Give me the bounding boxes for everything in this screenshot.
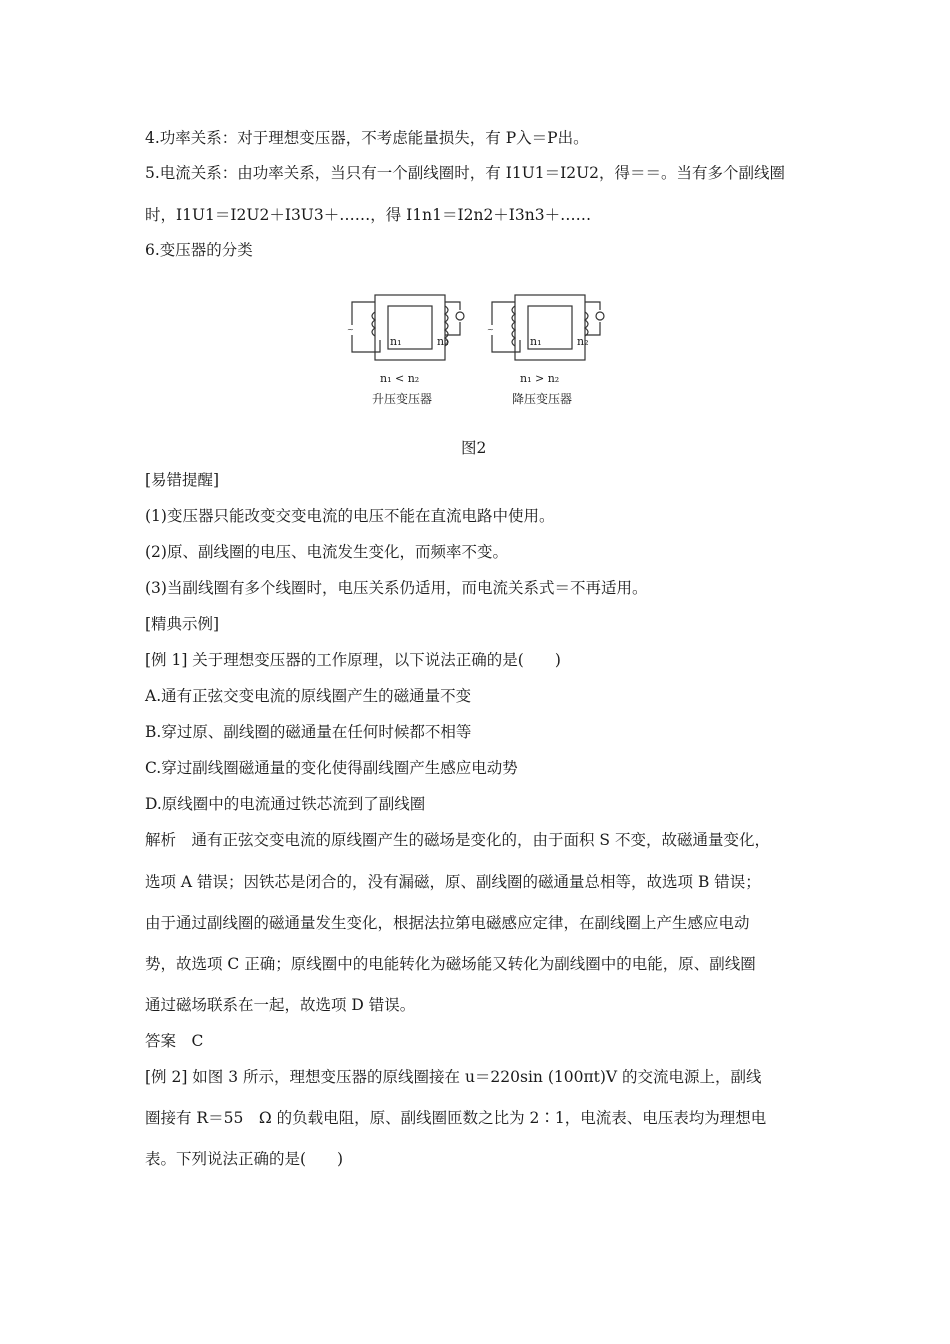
- text-line: [例 2] 如图 3 所示，理想变压器的原线圈接在 u＝220sin (100πt)V 的交流电源上，副线: [145, 1068, 762, 1086]
- text-line: 5.电流关系：由功率关系，当只有一个副线圈时，有 I1U1＝I2U2，得＝＝。当有多个副线圈: [145, 164, 786, 182]
- text-line: 解析 通有正弦交变电流的原线圈产生的磁场是变化的，由于面积 S 不变，故磁通量变化，: [145, 831, 770, 849]
- text-line: 4.功率关系：对于理想变压器，不考虑能量损失，有 P入＝P出。: [145, 129, 589, 147]
- right-name: 降压变压器: [512, 392, 573, 406]
- text-line: C.穿过副线圈磁通量的变化使得副线圈产生感应电动势: [145, 759, 518, 777]
- right-relation: n₁ > n₂: [520, 372, 560, 385]
- text-line: 由于通过副线圈的磁通量发生变化，根据法拉第电磁感应定律，在副线圈上产生感应电动: [145, 914, 750, 932]
- left-relation: n₁ < n₂: [380, 372, 420, 385]
- text-line: 答案 C: [145, 1032, 204, 1050]
- text-line: [易错提醒]: [145, 471, 220, 489]
- text-line: 圈接有 R＝55 Ω 的负载电阻，原、副线圈匝数之比为 2∶1，电流表、电压表均为理想电: [145, 1109, 767, 1127]
- svg-text:~: ~: [347, 325, 354, 334]
- text-line: (3)当副线圈有多个线圈时，电压关系仍适用，而电流关系式＝不再适用。: [145, 579, 648, 597]
- text-line: B.穿过原、副线圈的磁通量在任何时候都不相等: [145, 723, 472, 741]
- text-line: [精典示例]: [145, 615, 220, 633]
- text-line: 通过磁场联系在一起，故选项 D 错误。: [145, 996, 416, 1014]
- text-line: (1)变压器只能改变交变电流的电压不能在直流电路中使用。: [145, 507, 555, 525]
- text-line: 选项 A 错误；因铁芯是闭合的，没有漏磁，原、副线圈的磁通量总相等，故选项 B 错误；: [145, 873, 761, 891]
- text-line: 时，I1U1＝I2U2＋I3U3＋……，得 I1n1＝I2n2＋I3n3＋……: [145, 206, 592, 224]
- text-line: [例 1] 关于理想变压器的工作原理，以下说法正确的是( ): [145, 651, 561, 669]
- text-line: 表。下列说法正确的是( ): [145, 1150, 344, 1168]
- text-line: 6.变压器的分类: [145, 241, 253, 259]
- text-line: A.通有正弦交变电流的原线圈产生的磁通量不变: [145, 687, 472, 705]
- right-n1: n₁: [530, 335, 542, 348]
- left-name: 升压变压器: [372, 392, 433, 406]
- svg-text:~: ~: [487, 325, 494, 334]
- text-line: 势，故选项 C 正确；原线圈中的电能转化为磁场能又转化为副线圈中的电能，原、副线圈: [145, 955, 756, 973]
- figure-caption: 图2: [461, 439, 487, 457]
- text-line: D.原线圈中的电流通过铁芯流到了副线圈: [145, 795, 426, 813]
- left-n2: n₂: [437, 335, 449, 348]
- text-line: (2)原、副线圈的电压、电流发生变化，而频率不变。: [145, 543, 508, 561]
- right-n2: n₂: [577, 335, 589, 348]
- left-n1: n₁: [390, 335, 402, 348]
